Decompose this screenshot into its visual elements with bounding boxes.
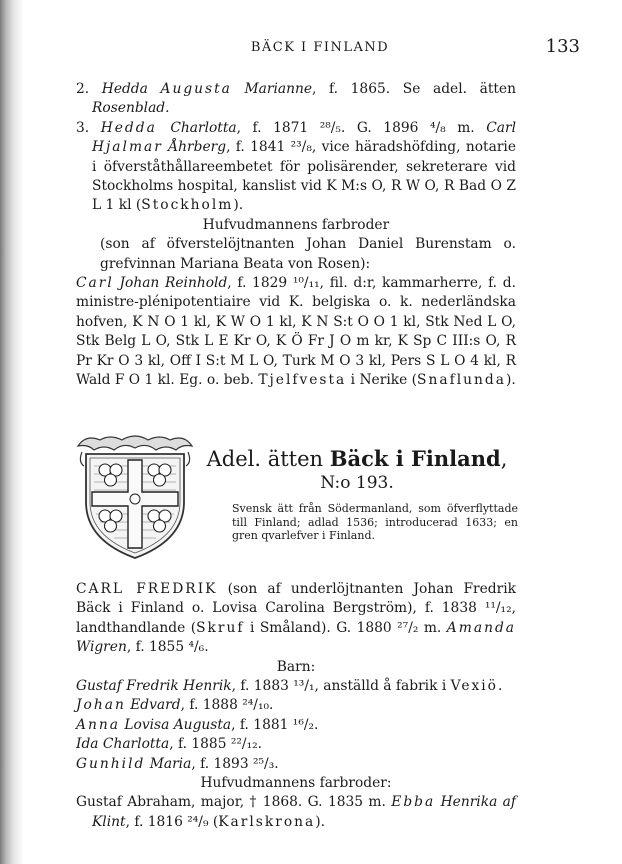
entry-hedda-augusta — [76, 80, 516, 119]
text-run: Carl — [76, 275, 114, 292]
text-run: i Nerike ( — [346, 372, 418, 389]
head-of-family-entry — [76, 580, 516, 658]
text-run: Hedda — [100, 119, 171, 136]
text-run: Edvard — [125, 697, 181, 714]
text-run: Johan — [76, 697, 126, 714]
text-run: Carl — [486, 119, 516, 136]
text-run: (son af underlöjtnanten Johan Fredrik Bäck i Finland o. Lovisa Carolina Bergström), f. 1838 ¹¹/₁₂, landthandlande ( — [76, 581, 516, 636]
text-run: , f. 1829 ¹⁰/₁₁, fil. d:r, kammarherre, f. d. ministre-plénipotentiaire vid K. belgiska o. k. nederländska hofven, K N O 1 kl, K W O 1 kl, K N S:t O O 1 kl, Stk Ned L O, Stk Belg L O, Stk L E Kr O, K Ö Fr J O m kr, K Sp C III:s O, R Pr Kr O 3 kl, Off I S:t M L O, Turk M O 3 kl, Pers S L O 4 kl, R Wald F O 1 kl. Eg. o. beb. — [76, 275, 516, 389]
child-entry — [76, 696, 516, 715]
coat-of-arms-icon — [76, 432, 194, 562]
text-run: Stockholm — [141, 197, 234, 214]
text-run: Gunhild — [76, 755, 146, 772]
coat-of-arms-svg — [76, 432, 194, 562]
running-head: BÄCK I FINLAND — [250, 40, 390, 55]
family-title — [196, 446, 518, 472]
text-run: Wigren — [76, 639, 127, 656]
text-run: Hedda — [101, 81, 161, 97]
text-run: Karlskrona — [218, 813, 316, 830]
text-run: Rosenblad. — [92, 100, 170, 117]
text-run: , f. 1883 ¹³/₁, anställd å fabrik i — [231, 678, 451, 695]
text-run: Anna — [76, 716, 120, 733]
lower-text-block — [76, 580, 516, 832]
page-number: 133 — [545, 36, 580, 57]
family-description: Svensk ätt från Södermanland, som öfverflyttade till Finland; adlad 1536; introducerad 1633; en gren qvarlefver i Finland. — [232, 502, 518, 543]
uncle-parentage: (son af öfverstelöjtnanten Johan Daniel Burenstam o. grefvinnan Mariana Beata von Rosen): — [100, 236, 516, 272]
text-run: Skruf — [196, 619, 245, 636]
text-run: Augusta — [160, 81, 232, 97]
children-list — [76, 677, 516, 774]
text-run: Gustaf Abraham, major, † 1868. G. 1835 m. — [76, 794, 392, 811]
family-number: N:o 193. — [320, 473, 394, 493]
text-run: Lovisa Augusta — [119, 716, 232, 733]
text-run: Ida Charlotta — [76, 736, 170, 753]
text-run: i Småland). G. 1880 ²⁷/₂ m. — [244, 619, 447, 636]
text-run: Vexiö — [450, 678, 498, 695]
text-run: , f. 1881 ¹⁶/₂. — [231, 716, 319, 733]
text-run: , f. 1855 ⁴/₆. — [126, 639, 209, 656]
page-gutter-shadow — [0, 0, 24, 864]
text-run: Hjalmar — [92, 139, 163, 156]
family-title-name: Bäck i Finland — [329, 446, 501, 471]
entry-hedda-charlotta — [76, 119, 516, 216]
text-run: Johan Reinhold — [113, 275, 228, 292]
text-run: Maria — [145, 755, 192, 772]
child-entry — [76, 735, 516, 754]
family-title-prefix: Adel. ätten — [206, 447, 330, 471]
text-run: , f. 1865. Se adel. ätten — [312, 81, 516, 97]
text-run: Amanda — [446, 619, 517, 636]
text-run: , f. 1888 ²⁴/₁₀. — [180, 697, 274, 714]
child-entry — [76, 677, 516, 696]
text-run: , f. 1841 ²³/₈, vice häradshöfding, notarie i öfverståthållareembetet för polisärender, sekreterare vid Stockholms hospital, kanslist vid K M:s O, R W O, R Bad O Z L 1 kl ( — [92, 139, 516, 214]
children-heading: Barn: — [276, 658, 316, 675]
text-run: , f. 1893 ²⁵/₃. — [191, 755, 279, 772]
entry-gustaf-abraham — [76, 793, 516, 832]
entry-carl-johan-reinhold — [76, 274, 516, 390]
child-entry — [76, 755, 516, 774]
uncle-heading-2: Hufvudmannens farbroder: — [200, 775, 392, 792]
text-run: Henrika af Klint — [92, 794, 517, 830]
text-run: , f. 1885 ²²/₁₂. — [169, 736, 263, 753]
text-run: Åhrberg — [162, 139, 227, 156]
text-run: Snaflunda — [417, 372, 506, 389]
text-run: ). — [505, 372, 516, 389]
family-title-block — [196, 446, 518, 543]
family-title-suffix: , — [500, 447, 508, 471]
text-run: Marianne — [231, 81, 313, 97]
uncle-heading: Hufvudmannens farbroder — [202, 216, 390, 233]
text-run: . — [498, 678, 503, 695]
top-text-block — [76, 80, 516, 391]
text-run: ). — [315, 813, 326, 830]
text-run: CARL FREDRIK — [76, 581, 218, 597]
text-run: Ebba — [391, 794, 436, 811]
text-run: ). — [233, 197, 244, 214]
text-run: Charlotta — [170, 119, 237, 136]
text-run: 2. — [76, 81, 102, 97]
text-run: Gustaf Fredrik Henrik — [76, 678, 232, 695]
page-header — [60, 36, 580, 64]
child-entry — [76, 716, 516, 735]
text-run: , f. 1871 ²⁸/₅. G. 1896 ⁴/₈ m. — [236, 119, 487, 136]
text-run: Tjelfvesta — [258, 372, 347, 389]
text-run: , f. 1816 ²⁴/₉ ( — [125, 813, 219, 830]
text-run: 3. — [76, 119, 101, 136]
